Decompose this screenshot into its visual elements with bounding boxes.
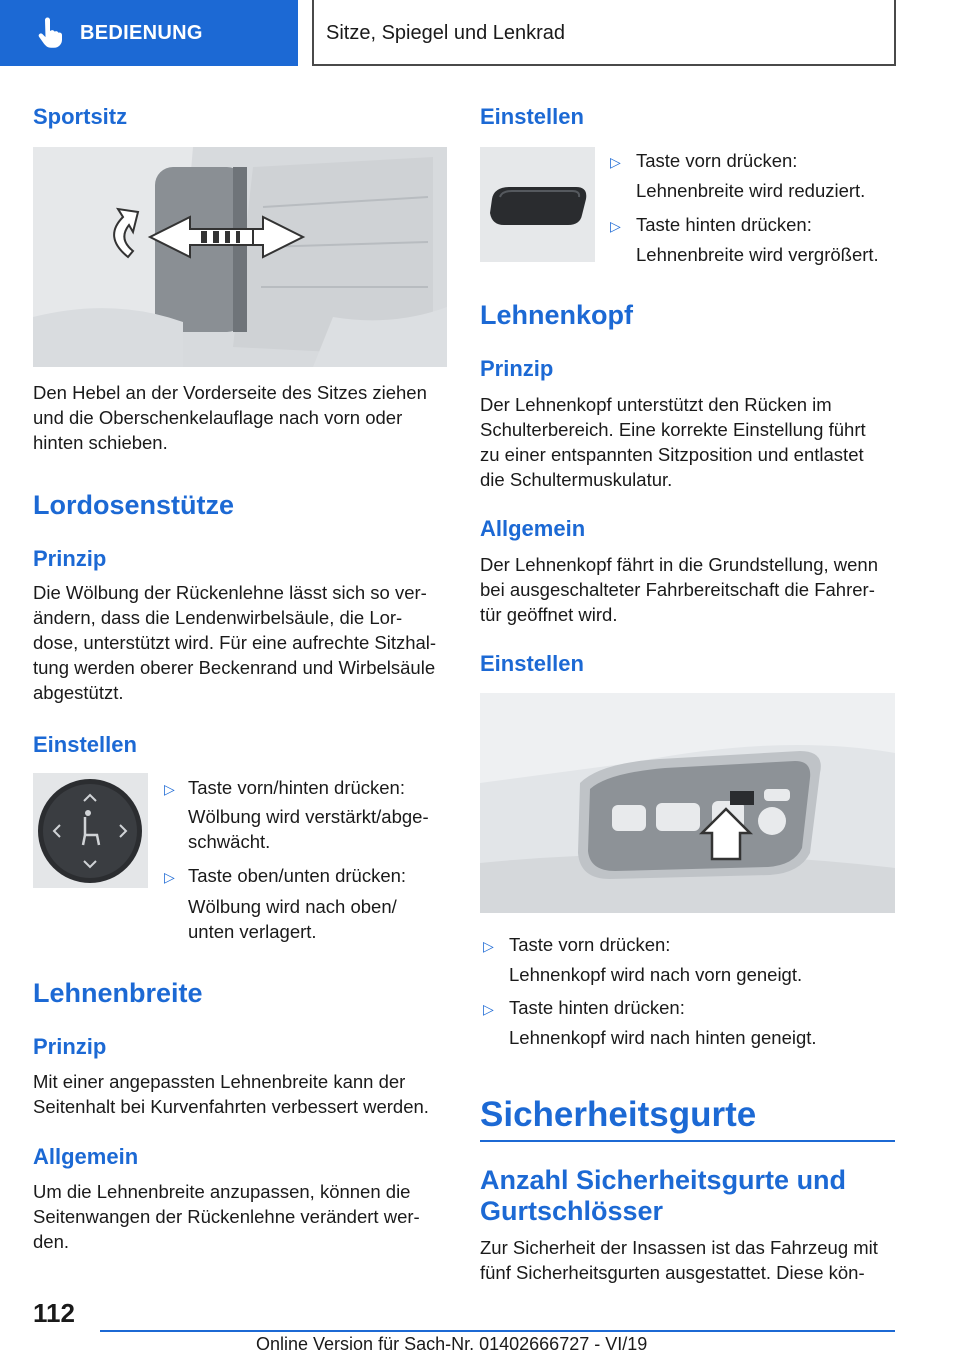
footer-online-version: Online Version für Sach-Nr. 01402666727 - VI/19 — [256, 1334, 648, 1354]
lordose-text-line: abgestützt. — [33, 682, 124, 703]
bullet-text: Lehnenbreite wird reduziert. — [636, 180, 866, 201]
bullet-text: Taste vorn/hinten drücken: — [188, 777, 405, 798]
bullet-text: Taste vorn drücken: — [509, 934, 671, 955]
lehnenkopf-text-line: die Schultermuskulatur. — [480, 469, 673, 490]
header-divider — [312, 64, 896, 66]
bullet-triangle-icon: ▷ — [164, 869, 175, 885]
bullet-triangle-icon: ▷ — [610, 218, 621, 234]
gurte-text-line: Zur Sicherheit der Insassen ist das Fahrzeug mit — [480, 1237, 878, 1258]
heading-sportsitz: Sportsitz — [33, 104, 128, 129]
sportsitz-image — [33, 147, 447, 367]
lehnenbreite-button-image — [480, 147, 595, 262]
heading-underline — [480, 1140, 895, 1142]
chapter-title: Sitze, Spiegel und Lenkrad — [326, 21, 566, 44]
chapter-header — [312, 0, 896, 66]
heading-einstellen: Einstellen — [480, 651, 584, 676]
allgemein-text-line: Der Lehnenkopf fährt in die Grundstellung, wenn — [480, 554, 879, 575]
bullet-text: Wölbung wird nach oben/ — [188, 896, 397, 917]
heading-anzahl-line1: Anzahl Sicherheitsgurte und — [480, 1165, 847, 1195]
lehnenbreite-text-line: Seitenhalt bei Kurvenfahrten verbessert werden. — [33, 1096, 429, 1117]
bullet-text: Wölbung wird verstärkt/abge- — [188, 806, 429, 827]
heading-prinzip: Prinzip — [33, 546, 107, 571]
bullet-triangle-icon: ▷ — [483, 1001, 494, 1017]
lehnenkopf-text-line: Der Lehnenkopf unterstützt den Rücken im — [480, 394, 832, 415]
lordose-text-line: Die Wölbung der Rückenlehne lässt sich so ver- — [33, 582, 427, 603]
lehnenkopf-controls-image — [480, 693, 895, 913]
heading-lehnenbreite: Lehnenbreite — [33, 978, 203, 1008]
hand-pointer-icon — [32, 15, 68, 51]
section-label: BEDIENUNG — [80, 21, 203, 44]
heading-prinzip: Prinzip — [480, 356, 554, 381]
bullet-text: Taste oben/unten drücken: — [188, 865, 407, 886]
sportsitz-text-line: hinten schieben. — [33, 432, 168, 453]
heading-prinzip: Prinzip — [33, 1034, 107, 1059]
allgemein-text-line: den. — [33, 1231, 70, 1252]
heading-sicherheitsgurte: Sicherheitsgurte — [480, 1095, 757, 1134]
bullet-text: unten verlagert. — [188, 921, 317, 942]
bullet-triangle-icon: ▷ — [164, 781, 175, 797]
lehnenkopf-text-line: Schulterbereich. Eine korrekte Einstellung führt — [480, 419, 866, 440]
bullet-text: Lehnenkopf wird nach hinten geneigt. — [509, 1027, 817, 1048]
heading-lehnenkopf: Lehnenkopf — [480, 300, 633, 330]
allgemein-text-line: Um die Lehnenbreite anzupassen, können die — [33, 1181, 411, 1202]
heading-einstellen: Einstellen — [33, 732, 137, 757]
heading-anzahl-line2: Gurtschlösser — [480, 1196, 664, 1226]
heading-lordosenstuetze: Lordosenstütze — [33, 490, 235, 520]
lordose-button-image — [33, 773, 148, 888]
bullet-text: Taste hinten drücken: — [636, 214, 812, 235]
lordose-text-line: dose, unterstützt wird. Für eine aufrechte Sitzhal- — [33, 632, 437, 653]
bullet-text: Lehnenbreite wird vergrößert. — [636, 244, 879, 265]
heading-allgemein: Allgemein — [33, 1144, 139, 1169]
bullet-text: Taste vorn drücken: — [636, 150, 798, 171]
bullet-triangle-icon: ▷ — [483, 938, 494, 954]
heading-allgemein: Allgemein — [480, 516, 586, 541]
lordose-text-line: ändern, dass die Lendenwirbelsäule, die Lor- — [33, 607, 403, 628]
heading-einstellen: Einstellen — [480, 104, 584, 129]
sportsitz-text-line: und die Oberschenkelauflage nach vorn oder — [33, 407, 403, 428]
bullet-text: Lehnenkopf wird nach vorn geneigt. — [509, 964, 803, 985]
bullet-triangle-icon: ▷ — [610, 154, 621, 170]
page-number: 112 — [33, 1298, 75, 1328]
lordose-text-line: tung werden oberer Beckenrand und Wirbelsäule — [33, 657, 436, 678]
lehnenkopf-text-line: zu einer entspannten Sitzposition und entlastet — [480, 444, 864, 465]
allgemein-text-line: Seitenwangen der Rückenlehne verändert wer- — [33, 1206, 420, 1227]
section-tab — [0, 0, 298, 66]
gurte-text-line: fünf Sicherheitsgurten ausgestattet. Diese kön- — [480, 1262, 865, 1283]
footer-rule — [100, 1330, 895, 1332]
sportsitz-text-line: Den Hebel an der Vorderseite des Sitzes ziehen — [33, 382, 427, 403]
lehnenbreite-text-line: Mit einer angepassten Lehnenbreite kann der — [33, 1071, 406, 1092]
allgemein-text-line: tür geöffnet wird. — [480, 604, 618, 625]
bullet-text: schwächt. — [188, 831, 271, 852]
bullet-text: Taste hinten drücken: — [509, 997, 685, 1018]
allgemein-text-line: bei ausgeschalteter Fahrbereitschaft die Fahrer- — [480, 579, 875, 600]
